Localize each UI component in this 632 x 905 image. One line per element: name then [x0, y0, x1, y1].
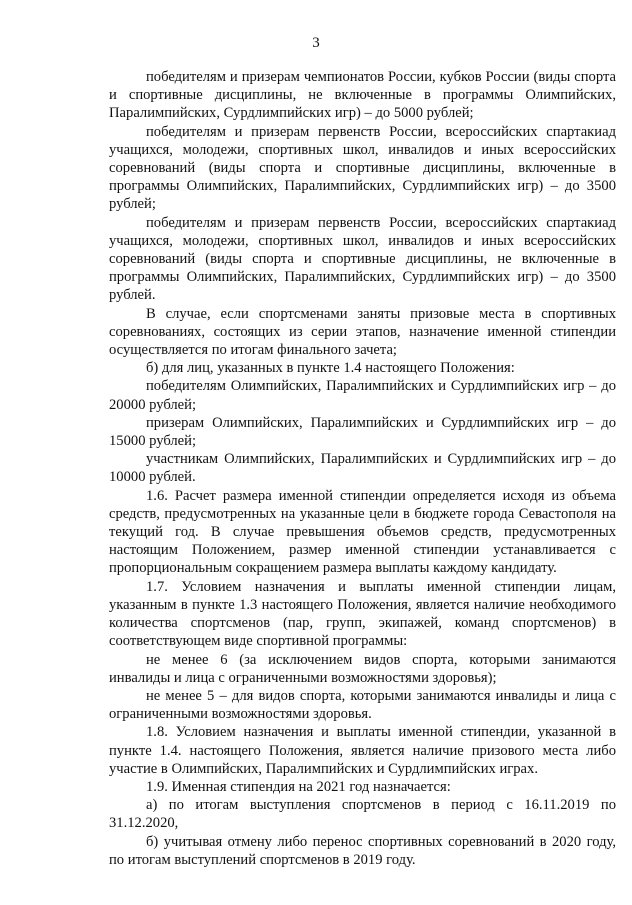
paragraph-9: 1.6. Расчет размера именной стипендии определяется исходя из объема средств, предусмотренных на указанные цели в бюджете города Севастополя на текущий год. В случае превышения объемов средств, предусмотренных настоящим Положением, размер именной стипендии устанавливается с пропорциональным сокращением размера выплаты каждому кандидату.	[109, 487, 616, 577]
paragraph-14: 1.9. Именная стипендия на 2021 год назначается:	[146, 778, 451, 795]
paragraph-7: призерам Олимпийских, Паралимпийских и Сурдлимпийских игр – до 15000 рублей;	[109, 414, 616, 450]
paragraph-10: 1.7. Условием назначения и выплаты именной стипендии лицам, указанным в пункте 1.3 настоящего Положения, является наличие необходимого количества спортсменов (пар, групп, экипажей, команд спортсменов) в соответствующем виде спортивной программы:	[109, 578, 616, 650]
paragraph-12: не менее 5 – для видов спорта, которыми занимаются инвалиды и лица с ограниченными возможностями здоровья.	[109, 687, 616, 723]
paragraph-11: не менее 6 (за исключением видов спорта, которыми занимаются инвалиды и лица с ограниченными возможностями здоровья);	[109, 651, 616, 686]
paragraph-3: победителям и призерам первенств России, всероссийских спартакиад учащихся, молодежи, спортивных школ, инвалидов и иных всероссийских соревнований (виды спорта и спортивные дисциплины, не включенные в программы Олимпийских, Паралимпийских, Сурдлимпийских игр) – до 3500 рублей.	[109, 214, 616, 304]
document-body	[109, 68, 616, 869]
paragraph-8: участникам Олимпийских, Паралимпийских и Сурдлимпийских игр – до 10000 рублей.	[109, 451, 616, 486]
paragraph-15: а) по итогам выступления спортсменов в период с 16.11.2019 по 31.12.2020,	[109, 797, 616, 832]
paragraph-4: В случае, если спортсменами заняты призовые места в спортивных соревнованиях, состоящих из серии этапов, назначение именной стипендии осуществляется по итогам финального зачета;	[109, 305, 616, 359]
page-number: 3	[312, 35, 320, 51]
paragraph-16: б) учитывая отмену либо перенос спортивных соревнований в 2020 году, по итогам выступлений спортсменов в 2019 году.	[109, 833, 616, 868]
paragraph-5: б) для лиц, указанных в пункте 1.4 настоящего Положения:	[146, 360, 515, 377]
paragraph-2: победителям и призерам первенств России, всероссийских спартакиад учащихся, молодежи, спортивных школ, инвалидов и иных всероссийских соревнований (виды спорта и спортивные дисциплины, включенные в программы Олимпийских, Паралимпийских, Сурдлимпийских игр) – до 3500 рублей;	[109, 123, 616, 213]
paragraph-1: победителям и призерам чемпионатов России, кубков России (виды спорта и спортивные дисциплины, не включенные в программы Олимпийских, Паралимпийских, Сурдлимпийских игр) – до 5000 рублей;	[109, 69, 616, 122]
paragraph-6: победителям Олимпийских, Паралимпийских и Сурдлимпийских игр – до 20000 рублей;	[109, 378, 616, 413]
paragraph-13: 1.8. Условием назначения и выплаты именной стипендии, указанной в пункте 1.4. настоящего Положения, является наличие призового места либо участие в Олимпийских, Паралимпийских и Сурдлимпийских играх.	[109, 724, 616, 777]
